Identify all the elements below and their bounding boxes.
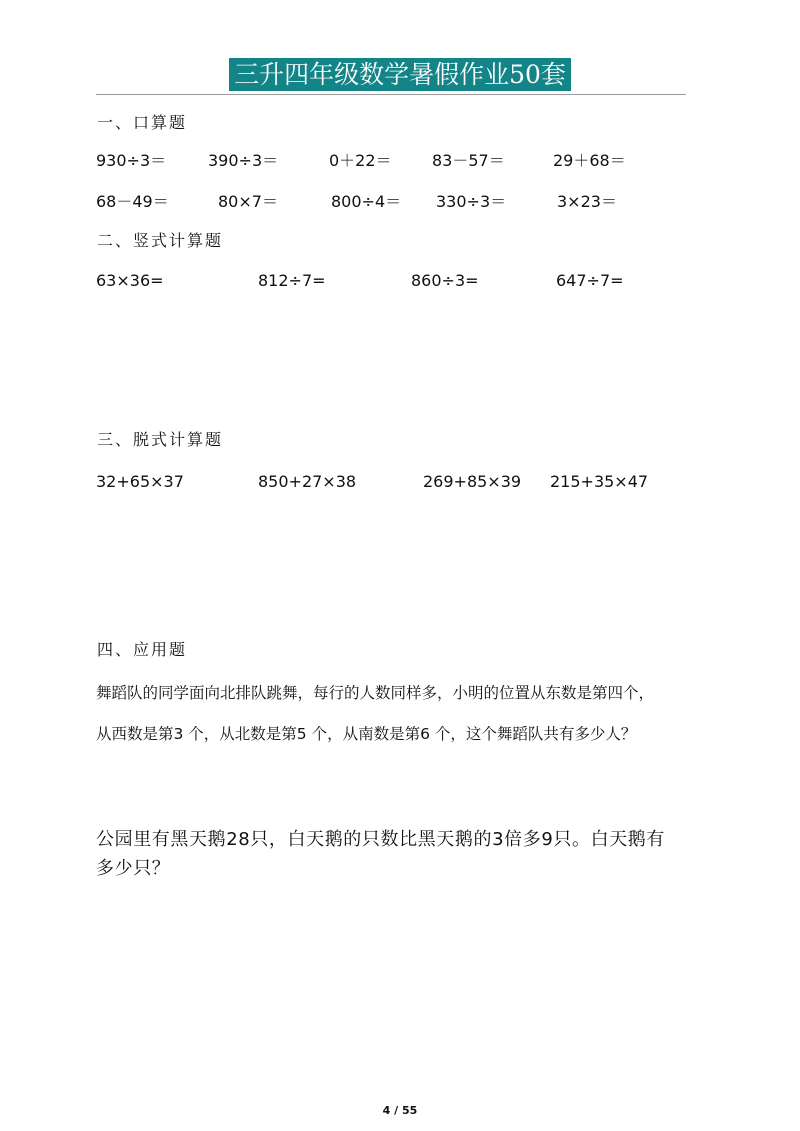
- word-problem-1-line: 舞蹈队的同学面向北排队跳舞，每行的人数同样多，小明的位置从东数是第四个，: [96, 684, 655, 702]
- stepwise-problem: 850+27×38: [258, 472, 357, 491]
- oral-problem: 330÷3＝: [436, 192, 507, 211]
- word-problem-2-line: 多少只？: [96, 858, 171, 879]
- vertical-problem: 63×36=: [96, 271, 164, 290]
- oral-problem: 68－49＝: [96, 192, 169, 211]
- oral-problem: 800÷4＝: [331, 192, 402, 211]
- oral-problem: 80×7＝: [218, 192, 278, 211]
- stepwise-problem: 215+35×47: [550, 472, 649, 491]
- section-heading-oral: 一、口算题: [97, 113, 188, 132]
- section-heading-stepwise: 三、脱式计算题: [97, 430, 224, 449]
- vertical-problem: 812÷7=: [258, 271, 326, 290]
- page-number: 4 / 55: [382, 1104, 418, 1117]
- stepwise-problem: 269+85×39: [423, 472, 522, 491]
- oral-problem: 3×23＝: [557, 192, 617, 211]
- page-title: 三升四年级数学暑假作业50套: [229, 58, 571, 91]
- section-heading-word: 四、应用题: [97, 640, 188, 659]
- title-divider: [96, 94, 686, 95]
- oral-problem: 390÷3＝: [208, 151, 279, 170]
- oral-problem: 930÷3＝: [96, 151, 167, 170]
- oral-problem: 29＋68＝: [553, 151, 626, 170]
- title-container: [0, 58, 800, 91]
- oral-problem: 0＋22＝: [329, 151, 392, 170]
- oral-problem: 83－57＝: [432, 151, 505, 170]
- section-heading-vertical: 二、竖式计算题: [97, 231, 224, 250]
- vertical-problem: 647÷7=: [556, 271, 624, 290]
- word-problem-2-line: 公园里有黑天鹅28只，白天鹅的只数比黑天鹅的3倍多9只。白天鹅有: [96, 829, 666, 850]
- word-problem-1-line: 从西数是第3 个，从北数是第5 个，从南数是第6 个，这个舞蹈队共有多少人？: [96, 725, 637, 743]
- stepwise-problem: 32+65×37: [96, 472, 184, 491]
- vertical-problem: 860÷3=: [411, 271, 479, 290]
